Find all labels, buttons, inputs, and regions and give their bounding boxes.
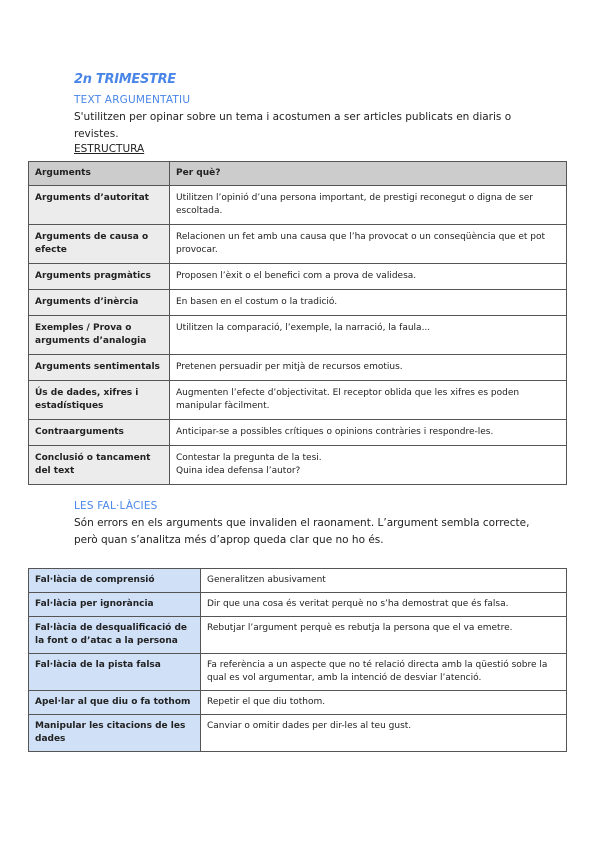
table-row bbox=[29, 654, 567, 691]
fallacy-description: Generalitzen abusivament bbox=[201, 569, 567, 593]
argument-description: Relacionen un fet amb una causa que l’ha provocat o un conseqüència que et pot provocar. bbox=[170, 225, 567, 264]
section-title-argumentatiu: TEXT ARGUMENTATIU bbox=[74, 94, 191, 106]
table-row bbox=[29, 420, 567, 446]
intro-paragraph: S'utilitzen per opinar sobre un tema i acostumen a ser articles publicats en diaris o revistes. bbox=[74, 111, 512, 140]
fallacy-name: Fal·làcia per ignorància bbox=[29, 593, 201, 617]
argument-name: Arguments de causa o efecte bbox=[29, 225, 170, 264]
fallacy-description: Fa referència a un aspecte que no té relació directa amb la qüestió sobre la qual es vol argumentar, amb la intenció de desviar l’atenció. bbox=[201, 654, 567, 691]
argument-description bbox=[170, 446, 567, 485]
fallacy-name: Manipular les citacions de les dades bbox=[29, 715, 201, 752]
table-row bbox=[29, 225, 567, 264]
table-row bbox=[29, 446, 567, 485]
fallacies-table bbox=[28, 568, 567, 752]
argument-description: Pretenen persuadir per mitjà de recursos emotius. bbox=[170, 355, 567, 381]
fallacy-name: Apel·lar al que diu o fa tothom bbox=[29, 691, 201, 715]
section-title-fallacies: LES FAL·LÀCIES bbox=[74, 500, 158, 512]
table-row bbox=[29, 264, 567, 290]
table-row bbox=[29, 316, 567, 355]
table-row bbox=[29, 569, 567, 593]
table-row bbox=[29, 381, 567, 420]
argument-description: Utilitzen la comparació, l’exemple, la narració, la faula... bbox=[170, 316, 567, 355]
argument-name: Contraarguments bbox=[29, 420, 170, 446]
fallacy-name: Fal·làcia de comprensió bbox=[29, 569, 201, 593]
argument-description: Proposen l’èxit o el benefici com a prova de validesa. bbox=[170, 264, 567, 290]
column-header: Per què? bbox=[170, 162, 567, 186]
argument-name: Conclusió o tancament del text bbox=[29, 446, 170, 485]
table-row bbox=[29, 617, 567, 654]
table-row bbox=[29, 290, 567, 316]
table-row bbox=[29, 186, 567, 225]
argument-description-line: Contestar la pregunta de la tesi. bbox=[176, 453, 322, 463]
arguments-table bbox=[28, 161, 567, 485]
fallacy-description: Repetir el que diu tothom. bbox=[201, 691, 567, 715]
fallacy-description: Rebutjar l’argument perquè es rebutja la persona que el va emetre. bbox=[201, 617, 567, 654]
fallacy-name: Fal·làcia de la pista falsa bbox=[29, 654, 201, 691]
table-row bbox=[29, 691, 567, 715]
estructura-label: ESTRUCTURA bbox=[74, 143, 145, 155]
argument-description: Anticipar-se a possibles crítiques o opinions contràries i respondre-les. bbox=[170, 420, 567, 446]
fallacy-description: Canviar o omitir dades per dir-les al teu gust. bbox=[201, 715, 567, 752]
argument-name: Exemples / Prova o arguments d’analogia bbox=[29, 316, 170, 355]
argument-name: Arguments sentimentals bbox=[29, 355, 170, 381]
argument-name: Arguments d’autoritat bbox=[29, 186, 170, 225]
argument-description: En basen en el costum o la tradició. bbox=[170, 290, 567, 316]
argument-name: Arguments d’inèrcia bbox=[29, 290, 170, 316]
column-header: Arguments bbox=[29, 162, 170, 186]
argument-description: Utilitzen l’opinió d’una persona important, de prestigi reconegut o digna de ser escoltada. bbox=[170, 186, 567, 225]
argument-name: Arguments pragmàtics bbox=[29, 264, 170, 290]
table-row bbox=[29, 715, 567, 752]
table-header-row bbox=[29, 162, 567, 186]
trimester-heading: 2n TRIMESTRE bbox=[74, 72, 176, 87]
argument-description: Augmenten l’efecte d’objectivitat. El receptor oblida que les xifres es poden manipular fàcilment. bbox=[170, 381, 567, 420]
fallacies-intro: Són errors en els arguments que invaliden el raonament. L’argument sembla correcte, però quan s’analitza més d’aprop queda clar que no ho és. bbox=[74, 517, 530, 546]
fallacy-description: Dir que una cosa és veritat perquè no s’ha demostrat que és falsa. bbox=[201, 593, 567, 617]
table-row bbox=[29, 355, 567, 381]
argument-description-line: Quina idea defensa l’autor? bbox=[176, 466, 301, 476]
table-row bbox=[29, 593, 567, 617]
argument-name: Ús de dades, xifres i estadístiques bbox=[29, 381, 170, 420]
fallacy-name: Fal·làcia de desqualificació de la font o d’atac a la persona bbox=[29, 617, 201, 654]
